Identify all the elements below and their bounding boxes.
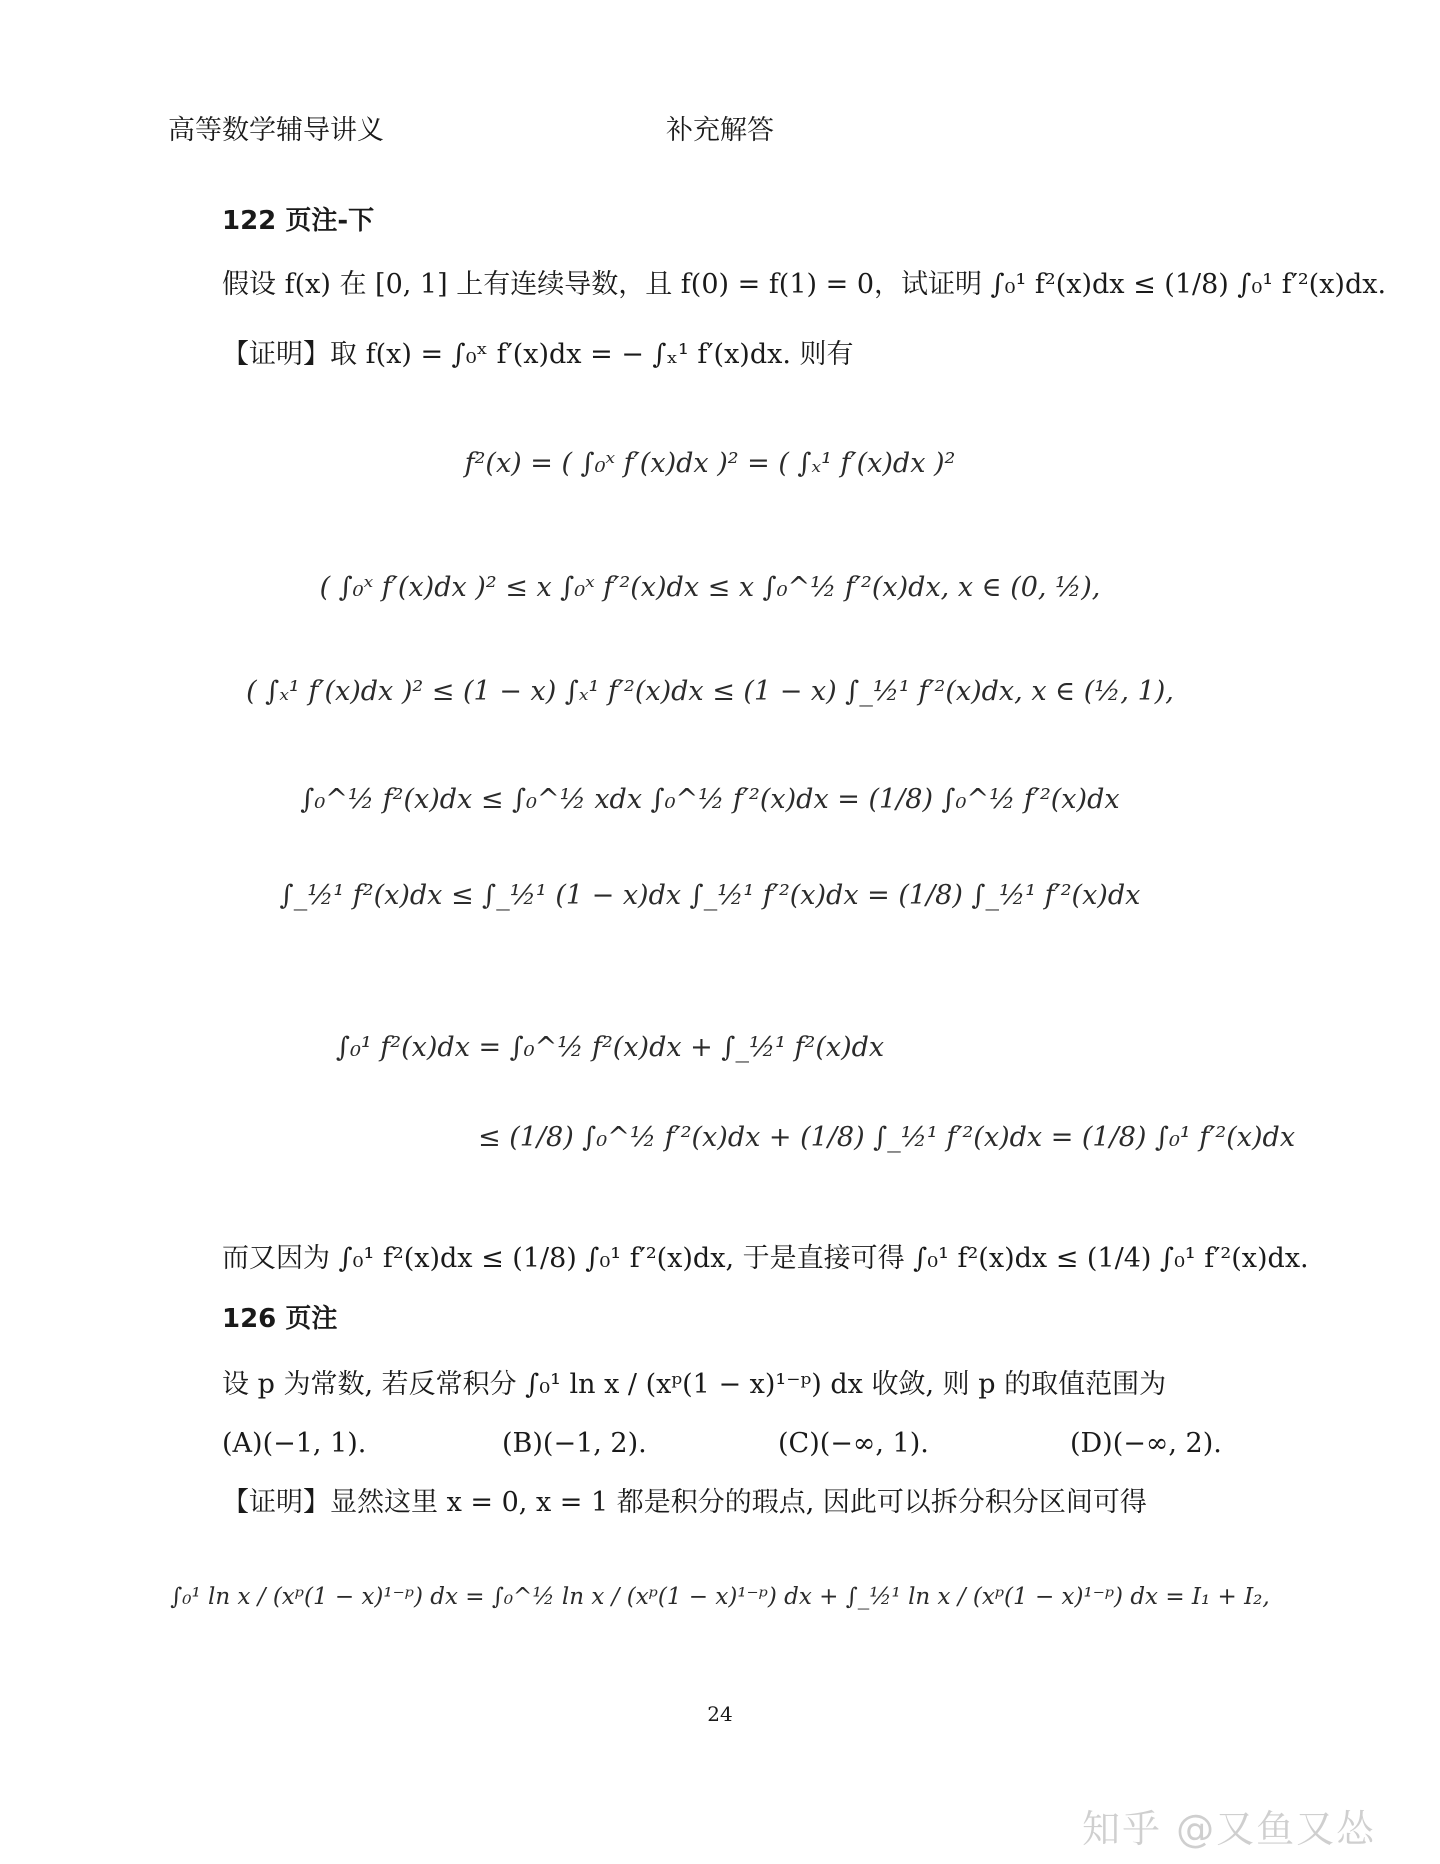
option-a: (A)(−1, 1).	[222, 1428, 367, 1459]
equation-7: ≤ (1/8) ∫₀^½ f′²(x)dx + (1/8) ∫_½¹ f′²(x)dx = (1/8) ∫₀¹ f′²(x)dx	[478, 1122, 1296, 1153]
proof-intro-122	[222, 332, 854, 371]
equation-3: ( ∫ₓ¹ f′(x)dx )² ≤ (1 − x) ∫ₓ¹ f′²(x)dx ≤ (1 − x) ∫_½¹ f′²(x)dx, x ∈ (½, 1),	[246, 676, 1174, 707]
equation-1: f²(x) = ( ∫₀ˣ f′(x)dx )² = ( ∫ₓ¹ f′(x)dx )²	[464, 448, 956, 479]
section-heading-126: 126 页注	[222, 1304, 338, 1334]
problem-statement-126: 设 p 为常数, 若反常积分 ∫₀¹ ln x / (xᵖ(1 − x)¹⁻ᵖ) dx 收敛, 则 p 的取值范围为	[222, 1369, 1167, 1400]
option-b: (B)(−1, 2).	[502, 1428, 647, 1459]
equation-126: ∫₀¹ ln x / (xᵖ(1 − x)¹⁻ᵖ) dx = ∫₀^½ ln x / (xᵖ(1 − x)¹⁻ᵖ) dx + ∫_½¹ ln x / (xᵖ(1 − x)¹⁻ᵖ) dx = I₁ + I₂,	[170, 1584, 1270, 1610]
header-section-title: 补充解答	[666, 115, 774, 146]
proof-126	[222, 1480, 1147, 1519]
equation-4: ∫₀^½ f²(x)dx ≤ ∫₀^½ xdx ∫₀^½ f′²(x)dx = (1/8) ∫₀^½ f′²(x)dx	[300, 784, 1120, 815]
option-d: (D)(−∞, 2).	[1070, 1428, 1222, 1459]
equation-2: ( ∫₀ˣ f′(x)dx )² ≤ x ∫₀ˣ f′²(x)dx ≤ x ∫₀^½ f′²(x)dx, x ∈ (0, ½),	[319, 572, 1101, 603]
header-course-title: 高等数学辅导讲义	[168, 115, 384, 146]
watermark: 知乎 @又鱼又怂	[1082, 1807, 1377, 1851]
page-number: 24	[707, 1702, 733, 1726]
option-c: (C)(−∞, 1).	[778, 1428, 929, 1459]
equation-6: ∫₀¹ f²(x)dx = ∫₀^½ f²(x)dx + ∫_½¹ f²(x)dx	[336, 1032, 885, 1063]
conclusion-122: 而又因为 ∫₀¹ f²(x)dx ≤ (1/8) ∫₀¹ f′²(x)dx, 于是直接可得 ∫₀¹ f²(x)dx ≤ (1/4) ∫₀¹ f′²(x)dx.	[222, 1243, 1309, 1274]
proof-text-126: 显然这里 x = 0, x = 1 都是积分的瑕点, 因此可以拆分积分区间可得	[330, 1487, 1147, 1518]
section-heading-122: 122 页注-下	[222, 206, 375, 236]
proof-label: 【证明】	[222, 339, 330, 370]
proof-intro-text: 取 f(x) = ∫₀ˣ f′(x)dx = − ∫ₓ¹ f′(x)dx. 则有	[330, 339, 854, 370]
problem-statement-122: 假设 f(x) 在 [0, 1] 上有连续导数，且 f(0) = f(1) = 0，试证明 ∫₀¹ f²(x)dx ≤ (1/8) ∫₀¹ f′²(x)dx.	[222, 269, 1387, 300]
proof-label-126: 【证明】	[222, 1487, 330, 1518]
equation-5: ∫_½¹ f²(x)dx ≤ ∫_½¹ (1 − x)dx ∫_½¹ f′²(x)dx = (1/8) ∫_½¹ f′²(x)dx	[279, 880, 1141, 911]
